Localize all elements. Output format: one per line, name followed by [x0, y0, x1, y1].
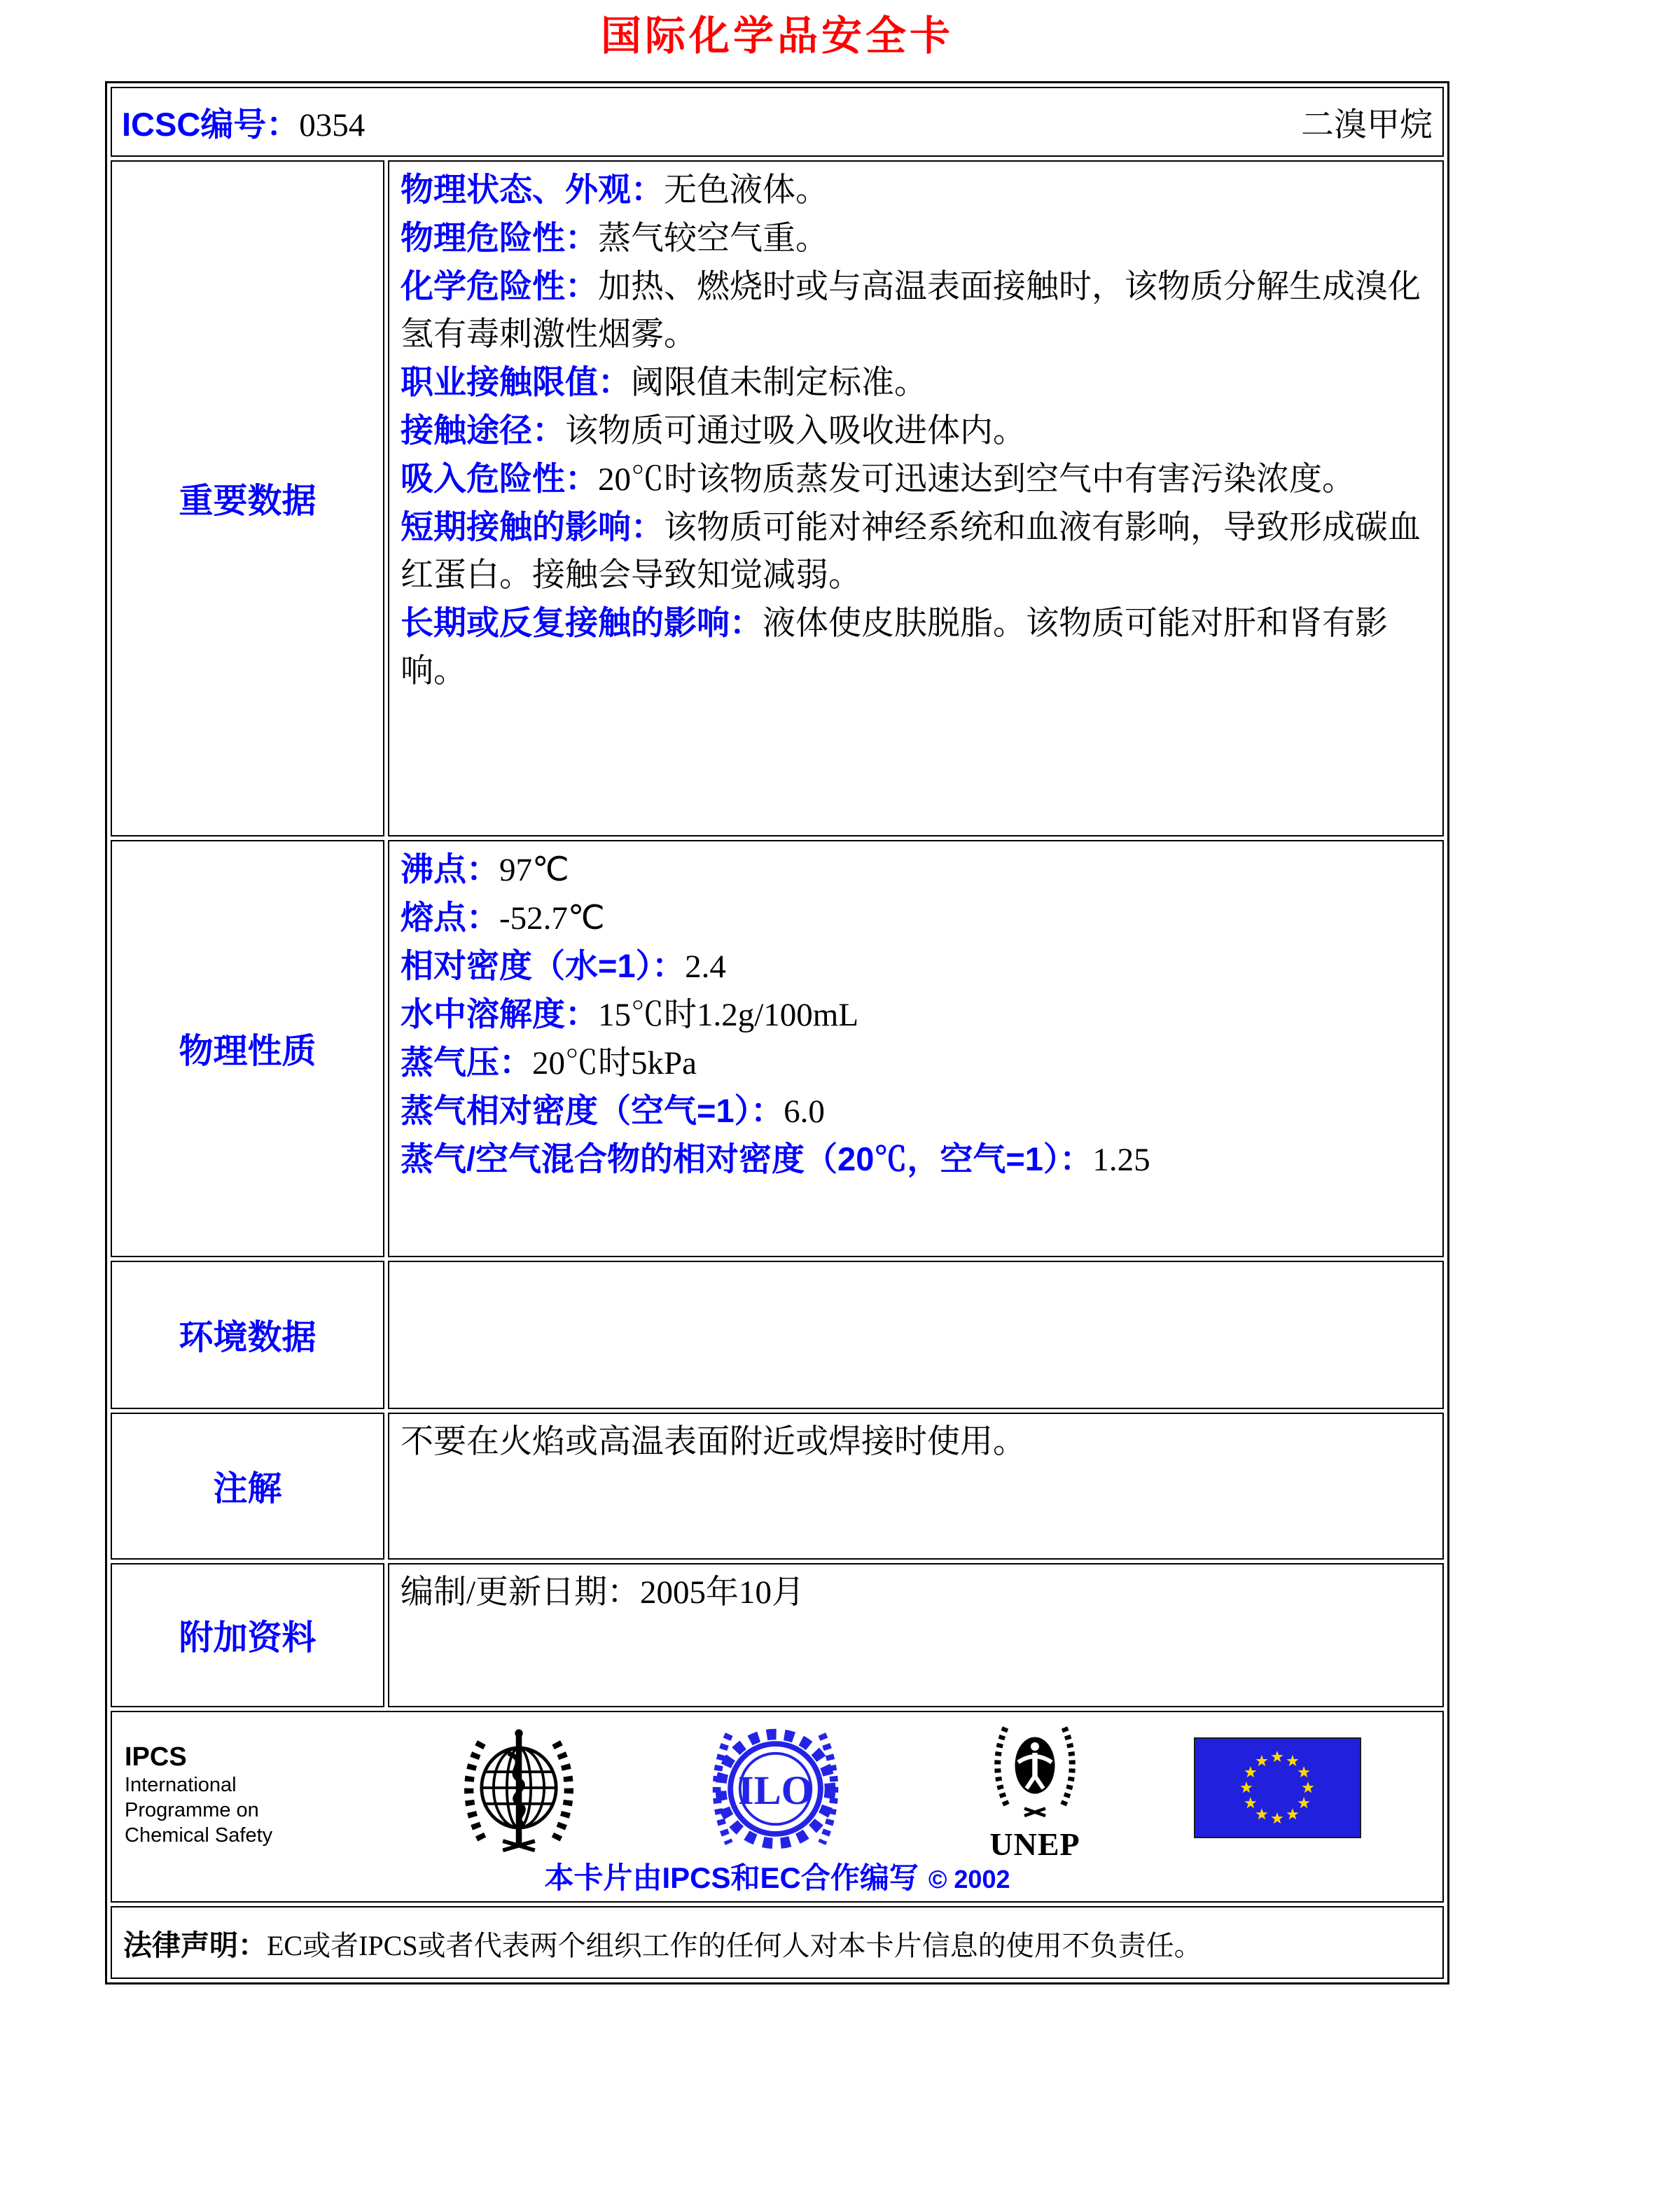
data-line: [401, 214, 1431, 262]
data-line: [401, 166, 1431, 214]
data-line: [401, 990, 1431, 1039]
data-line: [401, 1087, 1431, 1135]
data-line: [401, 455, 1431, 503]
field-value: 加热、燃烧时或与高温表面接触时，该物质分解生成溴化氢有毒刺激性烟雾。: [401, 269, 1421, 353]
field-label: 物理状态、外观：: [401, 171, 664, 208]
data-line: [401, 503, 1431, 599]
legal-cell: [111, 1906, 1444, 1979]
icsc-number-label: ICSC编号：: [122, 105, 300, 143]
data-line: [401, 599, 1431, 695]
field-value: 阈限值未制定标准。: [631, 365, 927, 401]
field-label: 长期或反复接触的影响：: [401, 604, 763, 641]
section-content-additional: [388, 1563, 1444, 1707]
field-value: 该物质可通过吸入吸收进体内。: [565, 413, 1026, 449]
section-content-physical: [388, 840, 1444, 1257]
chemical-name: 二溴甲烷: [1301, 106, 1433, 144]
header-cell: [111, 87, 1444, 157]
ipcs-line1: International: [125, 1774, 237, 1796]
field-value: 20℃时该物质蒸发可迅速达到空气中有害污染浓度。: [598, 461, 1355, 498]
data-line: [401, 1135, 1431, 1184]
section-row-environment: [111, 1261, 1444, 1409]
field-value: 液体使皮肤脱脂。该物质可能对肝和肾有影响。: [401, 606, 1388, 690]
section-label-physical: 物理性质: [111, 840, 384, 1257]
ipcs-acronym: IPCS: [125, 1742, 187, 1772]
icsc-number-value: 0354: [299, 106, 366, 144]
section-label-notes: 注解: [111, 1413, 384, 1560]
section-label-important: 重要数据: [111, 160, 384, 836]
eu-flag-icon: [1194, 1737, 1361, 1838]
section-content-notes: [388, 1413, 1444, 1560]
section-row-notes: [111, 1413, 1444, 1560]
field-label: 化学危险性：: [401, 267, 598, 304]
data-line: [401, 942, 1431, 990]
data-line: [401, 262, 1431, 358]
field-label: 职业接触限值：: [401, 363, 631, 400]
data-line: [401, 358, 1431, 407]
section-row-important: [111, 160, 1444, 836]
ilo-logo-icon: [704, 1721, 847, 1861]
copyright-text: © 2002: [928, 1865, 1010, 1893]
field-label: 沸点：: [401, 850, 499, 888]
unep-logo-icon: [979, 1815, 1091, 1827]
ipcs-line3: Chemical Safety: [125, 1824, 273, 1847]
data-line: [401, 407, 1431, 455]
field-label: 接触途径：: [401, 412, 565, 449]
legal-row: [111, 1906, 1444, 1979]
field-value: 20℃时5kPa: [532, 1045, 697, 1082]
field-value: 97℃: [499, 852, 569, 888]
data-line: [401, 1039, 1431, 1087]
field-value: 无色液体。: [664, 172, 828, 209]
header-row: [111, 87, 1444, 157]
field-label: 吸入危险性：: [401, 460, 598, 497]
field-label: 相对密度（水=1）：: [401, 947, 686, 984]
data-line: [401, 894, 1431, 942]
field-label: 熔点：: [401, 899, 499, 936]
section-label-environment: 环境数据: [111, 1261, 384, 1409]
legal-label: 法律声明：: [123, 1928, 267, 1961]
legal-text: EC或者IPCS或者代表两个组织工作的任何人对本卡片信息的使用不负责任。: [267, 1929, 1202, 1961]
data-line: [401, 846, 1431, 894]
field-value: 2.4: [685, 948, 726, 985]
field-label: 物理危险性：: [401, 219, 598, 256]
section-row-physical: [111, 840, 1444, 1257]
field-label: 蒸气/空气混合物的相对密度（20℃，空气=1）：: [401, 1140, 1093, 1177]
ipcs-text-block: [125, 1742, 272, 1848]
notes-text: 不要在火焰或高温表面附近或焊接时使用。: [401, 1424, 1026, 1460]
logos-row: [111, 1711, 1444, 1903]
page-title: 国际化学品安全卡: [600, 13, 954, 59]
field-value: -52.7℃: [499, 900, 605, 937]
unep-label: UNEP: [989, 1826, 1080, 1862]
caption-text: 本卡片由IPCS和EC合作编写: [544, 1861, 919, 1894]
ilo-letters: ILO: [737, 1767, 814, 1813]
field-value: 蒸气较空气重。: [598, 220, 828, 257]
footer-caption: [112, 1855, 1442, 1897]
icsc-number-group: [122, 99, 365, 146]
section-content-important: [388, 160, 1444, 836]
section-row-additional: [111, 1563, 1444, 1707]
field-label: 蒸气相对密度（空气=1）：: [401, 1092, 784, 1129]
field-label: 蒸气压：: [401, 1044, 532, 1081]
field-value: 该物质可能对神经系统和血液有影响，导致形成碳血红蛋白。接触会导致知觉减弱。: [401, 510, 1421, 594]
field-value: 6.0: [784, 1093, 825, 1130]
field-label: 水中溶解度：: [401, 995, 598, 1032]
ipcs-line2: Programme on: [125, 1799, 259, 1821]
section-label-additional: 附加资料: [111, 1563, 384, 1707]
section-content-environment: [388, 1261, 1444, 1409]
field-value: 15℃时1.2g/100mL: [598, 997, 859, 1033]
who-logo-icon: [452, 1718, 585, 1861]
unep-logo-block: [972, 1719, 1098, 1861]
logos-cell: [111, 1711, 1444, 1903]
additional-text: 编制/更新日期：2005年10月: [401, 1574, 805, 1611]
icsc-card-table: [105, 81, 1449, 1984]
field-value: 1.25: [1092, 1142, 1150, 1178]
field-label: 短期接触的影响：: [401, 508, 664, 545]
